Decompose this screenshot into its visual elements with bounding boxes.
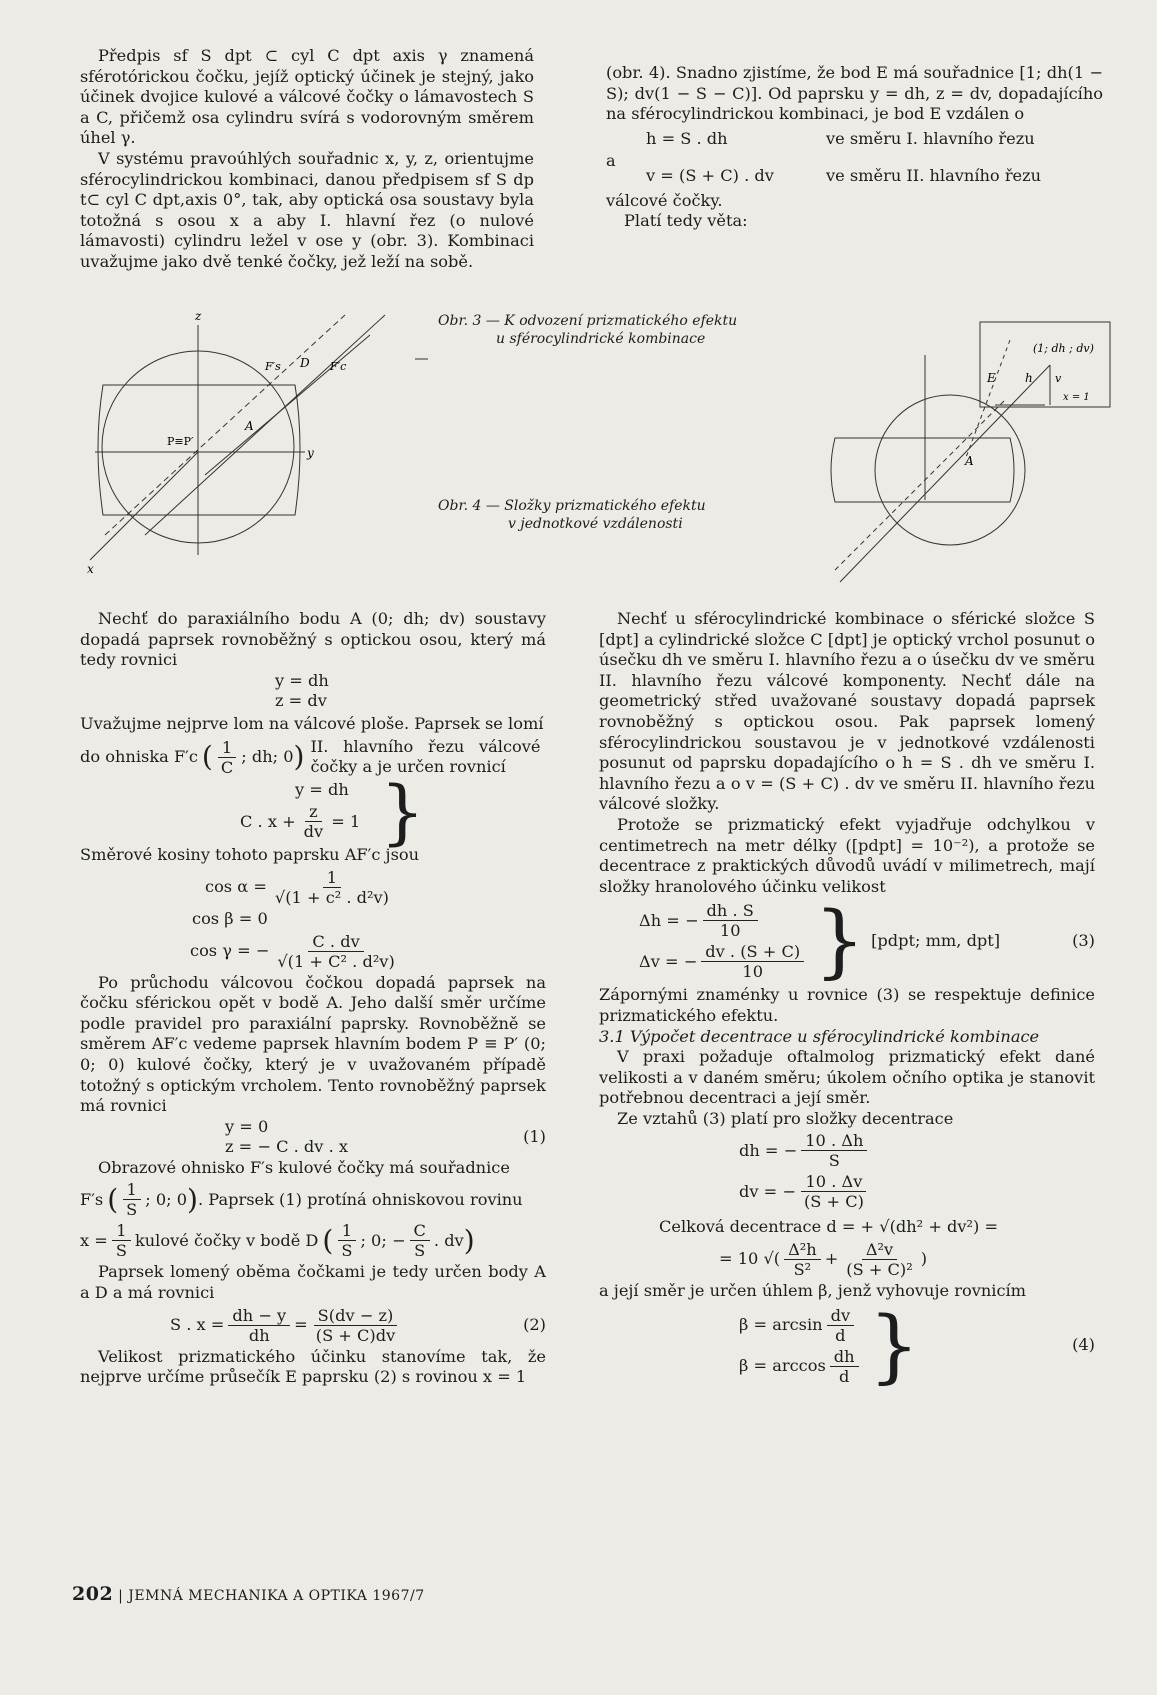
text: ; 0; −	[360, 1230, 406, 1250]
numerator: 10 . Δv	[801, 1172, 866, 1192]
paragraph: Obrazové ohnisko F′s kulové čočky má souřadnice	[98, 1157, 510, 1177]
paragraph: Velikost prizmatického účinku stanovíme tak, že nejprve určíme průsečík E paprsku (2) s rovinou x = 1	[80, 1346, 546, 1387]
paragraph: Uvažujme nejprve lom na válcové ploše. Paprsek se lomí	[80, 713, 544, 733]
fraction	[784, 1240, 821, 1279]
denominator: dh	[248, 1325, 270, 1345]
numerator: dh − y	[228, 1306, 290, 1326]
text: do ohniska F′c	[80, 746, 198, 766]
fraction	[271, 868, 393, 907]
ray-dashed	[105, 315, 345, 535]
paragraph: (obr. 4). Snadno zjistíme, že bod E má souřadnice [1; dh(1 − S); dv(1 − S − C)]. Od paprsku y = dh, z = dv, dopadajícího na sférocylindrickou kombinaci, je bod E vzdálen o	[606, 63, 1103, 124]
text: S . x =	[170, 1314, 225, 1334]
equation-lines	[739, 1304, 863, 1388]
equation-line: z = dv	[275, 691, 327, 711]
journal-name: JEMNÁ MECHANIKA A OPTIKA 1967/7	[128, 1588, 425, 1604]
text: dv = −	[739, 1181, 796, 1201]
ray	[145, 315, 385, 535]
label-h: h	[1025, 371, 1033, 385]
equation-lines	[240, 780, 360, 844]
paren: (	[201, 739, 213, 773]
caption-line: u sférocylindrické kombinace	[496, 331, 706, 347]
denominator: 10	[742, 962, 764, 982]
text: dh = −	[739, 1140, 798, 1160]
denominator: S	[115, 1241, 127, 1261]
x-axis	[90, 452, 198, 560]
denominator: √(1 + c² . d²v)	[274, 887, 389, 907]
text: F′s	[80, 1189, 104, 1209]
denominator: S²	[793, 1260, 812, 1280]
denominator: dv	[303, 822, 324, 842]
equation-line	[240, 802, 360, 841]
equation-number: (3)	[1072, 931, 1095, 951]
equation-h	[646, 129, 1103, 150]
close-paren: )	[920, 1249, 928, 1269]
cos-beta: cos β = 0	[192, 908, 268, 928]
caption-line: v jednotkové vzdálenosti	[508, 516, 683, 532]
fs-line	[80, 1180, 546, 1219]
paragraph: Paprsek lomený oběma čočkami je tedy určen body A a D a má rovnici	[80, 1262, 546, 1303]
plus: +	[824, 1249, 839, 1269]
text: . dv	[433, 1230, 464, 1250]
numerator: 1	[112, 1221, 130, 1241]
numerator: dh	[830, 1347, 859, 1367]
text: . Paprsek (1) protíná ohniskovou rovinu	[197, 1189, 523, 1209]
brace: }	[868, 1298, 920, 1392]
paragraph: a její směr je určen úhlem β, jenž vyhovuje rovnicím	[599, 1281, 1027, 1301]
fraction	[228, 1306, 290, 1345]
paren: (	[322, 1223, 334, 1257]
left-column-top	[80, 46, 534, 273]
equation-3	[639, 894, 1095, 988]
fraction	[842, 1240, 916, 1279]
page-number: 202	[72, 1583, 114, 1605]
numerator: 1	[323, 868, 341, 888]
numerator: dv . (S + C)	[701, 942, 804, 962]
equation-note: ve směru II. hlavního řezu	[826, 165, 1042, 185]
equation-4	[739, 1298, 1095, 1392]
text: C . x +	[240, 811, 296, 831]
numerator: C . dv	[308, 932, 363, 952]
paragraph: Platí tedy věta:	[624, 211, 748, 231]
denominator: (S + C)²	[846, 1260, 913, 1280]
fraction	[701, 942, 804, 981]
left-column-bottom	[80, 609, 546, 1388]
figure-4-caption	[438, 497, 706, 533]
cos-gamma	[190, 932, 546, 971]
text: cos α =	[205, 877, 267, 897]
paragraph: Po průchodu válcovou čočkou dopadá paprsek na čočku sférickou opět v bodě A. Jeho další směr určíme podle pravidel pro paraxiální paprsky. Rovnoběžně se směrem AF′c vedeme paprsek hlavním bodem P ≡ P′ (0; 0; 0) kulové čočky, který je v uvažovaném případě totožný s optickým vrcholem. Tento rovnoběžný paprsek má rovnici	[80, 972, 546, 1116]
denominator: S	[126, 1200, 138, 1220]
caption-line: Obr. 4 — Složky prizmatického efektu	[438, 498, 706, 514]
total-decentration: Celková decentrace d = + √(dh² + dv²) =	[659, 1217, 999, 1237]
numerator: dv	[827, 1306, 855, 1326]
equals: =	[294, 1314, 308, 1334]
focus-line	[80, 737, 546, 778]
equation-2	[170, 1306, 546, 1345]
figure-3-diagram	[85, 305, 455, 575]
equation-text: v = (S + C) . dv	[646, 165, 774, 185]
paren: )	[463, 1223, 475, 1257]
paragraph: Zápornými znaménky u rovnice (3) se respektuje definice prizmatického efektu.	[599, 985, 1095, 1025]
fraction	[337, 1221, 356, 1260]
equation-number: (1)	[523, 1126, 546, 1146]
text: = 10 √(	[719, 1249, 781, 1269]
brace: }	[380, 770, 425, 853]
cylinder-lens	[98, 385, 300, 515]
divider: |	[118, 1588, 129, 1604]
denominator: S	[341, 1241, 353, 1261]
fraction	[273, 932, 398, 971]
label-x1: x = 1	[1063, 392, 1090, 403]
label-x: x	[87, 562, 94, 575]
text: ; dh; 0	[241, 746, 294, 766]
label-pp: P≡P′	[167, 435, 194, 448]
numerator: S(dv − z)	[314, 1306, 398, 1326]
equation-v	[646, 166, 1103, 187]
denominator: 10	[719, 921, 741, 941]
total-formula	[719, 1240, 1095, 1279]
denominator: d	[835, 1325, 846, 1345]
paragraph: Směrové kosiny tohoto paprsku AF′c jsou	[80, 845, 420, 865]
brace: }	[814, 894, 866, 988]
figure-3-caption	[438, 312, 737, 348]
equation-text: h = S . dh	[646, 128, 728, 148]
denominator: S	[414, 1241, 426, 1261]
equation-a	[275, 671, 546, 712]
fraction	[112, 1221, 131, 1260]
denominator: √(1 + C² . d²v)	[277, 951, 395, 971]
numerator: C	[410, 1221, 430, 1241]
text: β = arcsin	[739, 1314, 823, 1334]
label-fc: F′c	[330, 360, 347, 373]
fraction	[312, 1306, 399, 1345]
equation-note: ve směru I. hlavního řezu	[826, 128, 1035, 148]
label-y: y	[307, 446, 314, 460]
label-v: v	[1055, 372, 1062, 385]
equation-line	[739, 1347, 863, 1386]
conjunction: a	[606, 151, 616, 171]
page-footer	[72, 1583, 425, 1605]
equation-line	[639, 942, 808, 981]
paren: (	[107, 1182, 119, 1216]
equation-lines	[639, 899, 808, 983]
paragraph: Nechť do paraxiálního bodu A (0; dh; dv) soustavy dopadá paprsek rovnoběžný s optickou osou, který má tedy rovnici	[80, 609, 546, 670]
section-heading: 3.1 Výpočet decentrace u sférocylindrické kombinace	[599, 1026, 1040, 1046]
text: ; 0; 0	[145, 1189, 188, 1209]
text: kulové čočky v bodě D	[134, 1230, 319, 1250]
fraction	[703, 901, 758, 940]
text: cos γ = −	[190, 940, 270, 960]
fraction	[827, 1306, 855, 1345]
cos-alpha	[205, 868, 546, 907]
fraction	[300, 802, 328, 841]
paragraph: Protože se prizmatický efekt vyjadřuje odchylkou v centimetrech na metr délky ([pdpt] = 10⁻²), a protože se decentrace z praktických důvodů uvádí v milimetrech, mají složky hranolového účinku velikost	[599, 814, 1095, 896]
denominator: (S + C)	[803, 1192, 864, 1212]
paragraph: válcové čočky.	[606, 190, 723, 210]
equation-line	[739, 1306, 863, 1345]
numerator: Δ²v	[862, 1240, 897, 1260]
right-column-bottom	[599, 609, 1095, 1390]
text: = 1	[331, 811, 361, 831]
denominator: d	[839, 1366, 850, 1386]
label-a: A	[245, 419, 254, 433]
figure-4-diagram	[815, 320, 1115, 590]
fraction	[800, 1172, 868, 1211]
label-coord: (1; dh ; dv)	[1033, 342, 1094, 355]
equation-line: y = dh	[275, 670, 329, 690]
fraction	[801, 1131, 867, 1170]
numerator: z	[305, 802, 322, 822]
equation-line: y = dh	[295, 779, 349, 799]
right-column-top	[606, 63, 1103, 232]
denominator: S	[828, 1151, 840, 1171]
equation-1	[225, 1117, 546, 1158]
units: [pdpt; mm, dpt]	[871, 931, 1001, 951]
equation-line	[639, 901, 808, 940]
text: Δv = −	[639, 951, 698, 971]
paragraph: Předpis sf S dpt ⊂ cyl C dpt axis γ znamená sférotórickou čočku, jejíž optický účinek je stejný, jako účinek dvojice kulové a válcové čočky o lámavostech S a C, přičemž osa cylindru svírá s vodorovným směrem úhel γ.	[80, 46, 534, 148]
denominator: (S + C)dv	[315, 1325, 396, 1345]
equation-b	[240, 770, 546, 853]
numerator: 1	[218, 738, 236, 758]
label-d: D	[300, 356, 310, 370]
equation-line: y = 0	[225, 1116, 269, 1136]
numerator: Δ²h	[784, 1240, 821, 1260]
ray-dashed	[965, 340, 1010, 460]
paragraph: Nechť u sférocylindrické kombinace o sférické složce S [dpt] a cylindrické složce C [dpt] je optický vrchol posunut o úsečku dh ve směru I. hlavního řezu a o úsečku dv ve směru II. hlavního řezu válcové komponenty. Nechť dále na geometrický střed uvažované soustavy dopadá paprsek rovnoběžný s optickou osou. Pak paprsek lomený sférocylindrickou soustavou je v jednotkové vzdálenosti posunut od paprsku dopadajícího o h = S . dh ve směru I. hlavního řezu a o v = (S + C) . dv ve směru II. hlavního řezu válcové složky.	[599, 609, 1095, 814]
paragraph: V systému pravoúhlých souřadnic x, y, z, orientujme sférocylindrickou kombinaci, danou předpisem sf S dp t⊂ cyl C dpt,axis 0°, tak, aby optická osa soustavy byla totožná s osou x a aby I. hlavní řez (o nulové lámavosti) cylindru ležel v ose y (obr. 3). Kombinaci uvažujme jako dvě tenké čočky, jež leží na sobě.	[80, 148, 534, 271]
denominator: C	[220, 757, 234, 777]
paragraph: Ze vztahů (3) platí pro složky decentrace	[617, 1108, 954, 1128]
equation-line: z = − C . dv . x	[225, 1137, 348, 1157]
caption-line: Obr. 3 — K odvození prizmatického efektu	[438, 313, 738, 329]
paragraph: V praxi požaduje oftalmolog prizmatický efekt dané velikosti a v daném směru; úkolem očního optika je stanovit potřebnou decentraci a její směr.	[599, 1047, 1095, 1108]
cylinder-lens	[831, 438, 1014, 502]
text: II. hlavního řezu válcové čočky a je určen rovnicí	[310, 736, 541, 777]
label-z: z	[195, 309, 202, 323]
numerator: 1	[338, 1221, 356, 1241]
equation-number: (4)	[1072, 1335, 1095, 1355]
fraction	[410, 1221, 430, 1260]
text: x =	[80, 1230, 108, 1250]
ray-dashed	[835, 400, 1005, 570]
equation-number: (2)	[523, 1314, 546, 1334]
numerator: dh . S	[703, 901, 758, 921]
label-a: A	[965, 454, 974, 468]
numerator: 10 . Δh	[801, 1131, 867, 1151]
label-e: E	[987, 371, 996, 385]
plane-x1	[980, 322, 1110, 407]
text: Δh = −	[639, 910, 699, 930]
fraction	[830, 1347, 859, 1386]
label-fs: F′s	[265, 360, 281, 373]
paren: )	[293, 739, 305, 773]
text: β = arccos	[739, 1355, 826, 1375]
equation-dh	[739, 1131, 1095, 1170]
d-point-line	[80, 1221, 546, 1260]
ray	[840, 365, 1050, 582]
paren: )	[187, 1182, 198, 1216]
equation-dv	[739, 1172, 1095, 1211]
fraction	[217, 738, 237, 777]
fraction	[122, 1180, 141, 1219]
numerator: 1	[123, 1180, 141, 1200]
